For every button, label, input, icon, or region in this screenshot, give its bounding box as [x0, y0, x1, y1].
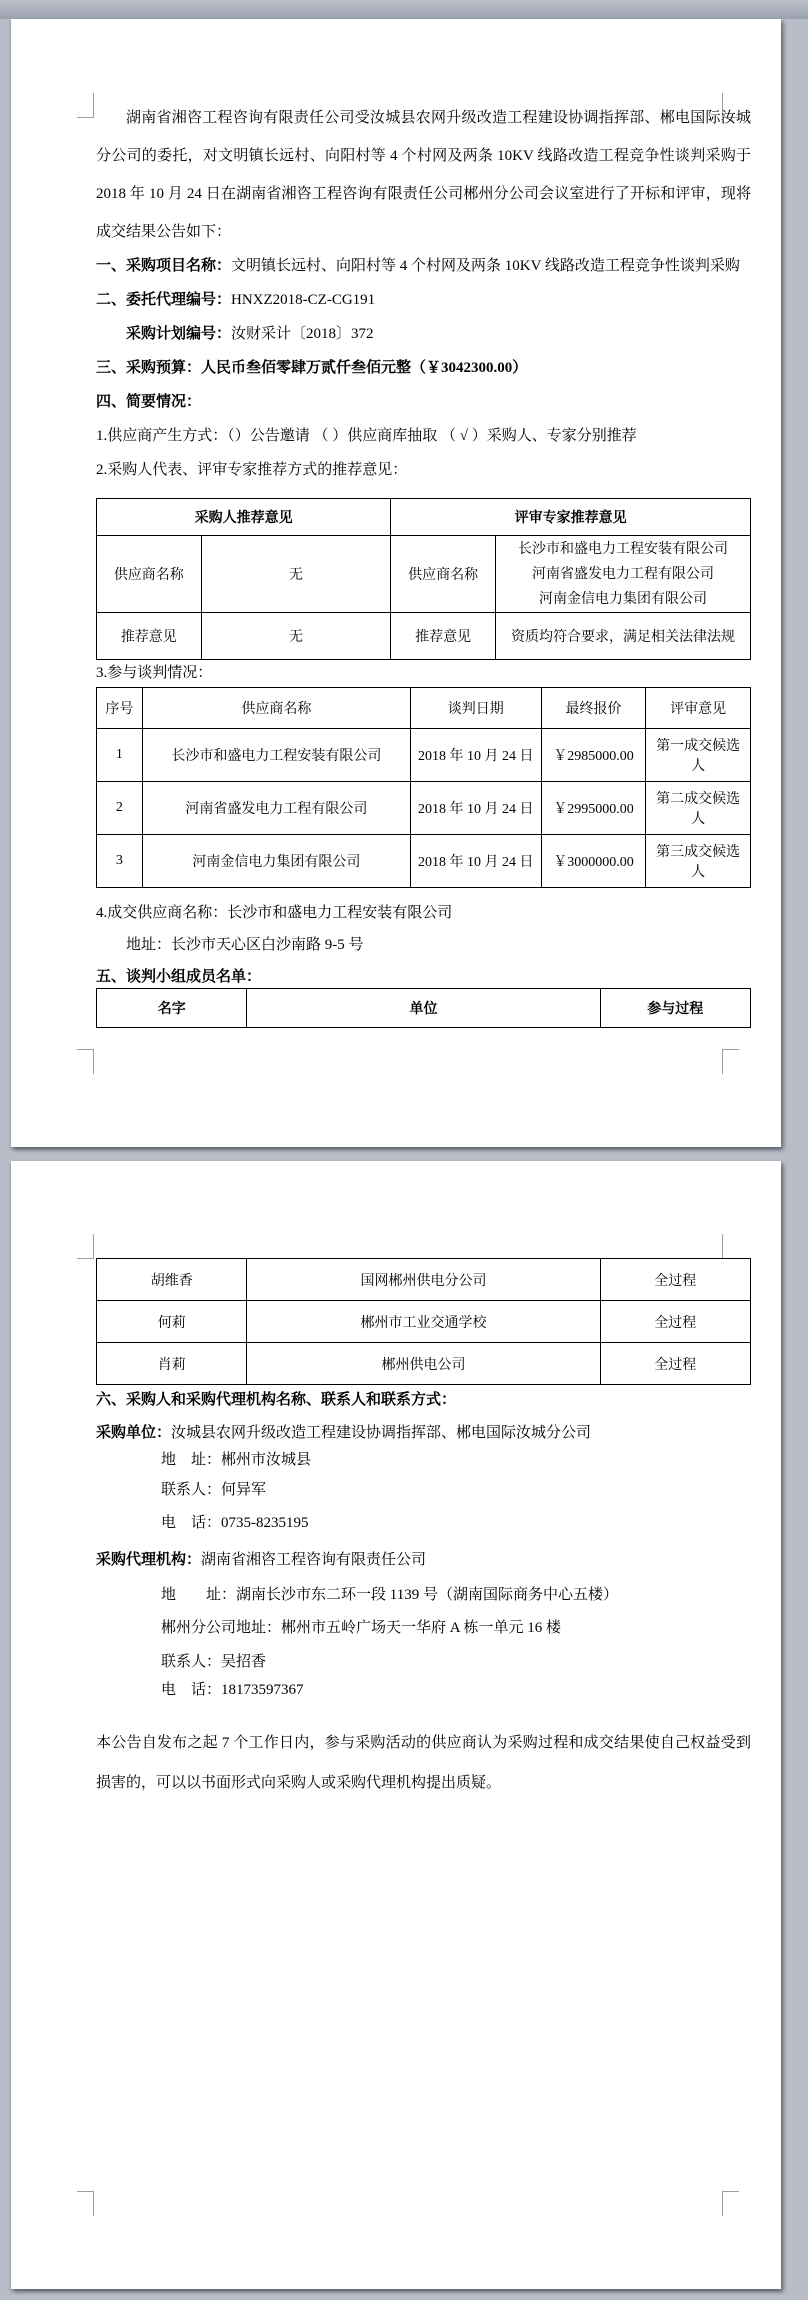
table-cell: 长沙市和盛电力工程安装有限公司: [142, 729, 410, 782]
agency-contact: 联系人：吴招香: [161, 1654, 267, 1670]
table-row: [97, 1343, 751, 1385]
table-cell: 供应商名称: [391, 536, 496, 613]
table-header-cell: 名字: [97, 989, 247, 1028]
table-cell: 第二成交候选人: [646, 782, 751, 835]
table-header-row: [97, 688, 751, 729]
table-cell: 胡维香: [97, 1259, 247, 1301]
section-value: HNXZ2018-CZ-CG191: [231, 292, 376, 308]
table-header-cell: 评审专家推荐意见: [391, 499, 751, 536]
margin-mark-top-left: [77, 93, 94, 118]
section-panel-heading: 五、谈判小组成员名单：: [96, 969, 262, 985]
margin-mark-bottom-left: [77, 1049, 94, 1074]
section-label: 一、采购项目名称：: [96, 258, 232, 274]
section-agency-number: [96, 290, 751, 311]
table-header-cell: 评审意见: [646, 688, 751, 729]
agency-phone: 电 话：18173597367: [161, 1682, 304, 1698]
section-label: 采购计划编号：: [126, 326, 232, 342]
brief-item-supplier-source: 1.供应商产生方式：（）公告邀请 （ ）供应商库抽取 （ √ ）采购人、专家分别推荐: [96, 428, 637, 444]
table-row: [97, 1259, 751, 1301]
table-cell: 2018 年 10 月 24 日: [410, 729, 541, 782]
purchaser-contact: 联系人：何异军: [161, 1482, 267, 1498]
brief-item-recommendation: 2.采购人代表、评审专家推荐方式的推荐意见：: [96, 462, 408, 478]
table-cell: 第三成交候选人: [646, 835, 751, 888]
section-label: 二、委托代理编号：: [96, 292, 232, 308]
purchaser-label: 采购单位：: [96, 1425, 172, 1441]
purchaser-phone: 电 话：0735-8235195: [161, 1515, 309, 1531]
table-row: [97, 536, 751, 613]
table-cell: 无: [201, 613, 391, 660]
table-header-row: [97, 499, 751, 536]
table-cell: 全过程: [600, 1259, 750, 1301]
table-header-cell: 参与过程: [600, 989, 750, 1028]
supplier-name-line: 河南省盛发电力工程有限公司: [531, 566, 714, 582]
purchaser-name: 汝城县农网升级改造工程建设协调指挥部、郴电国际汝城分公司: [171, 1425, 592, 1441]
supplier-name-line: 河南金信电力集团有限公司: [538, 591, 707, 607]
table-header-cell: 谈判日期: [410, 688, 541, 729]
table-cell: 推荐意见: [97, 613, 202, 660]
table-header-row: [97, 989, 751, 1028]
table-row: [97, 782, 751, 835]
table-cell: 肖莉: [97, 1343, 247, 1385]
table-cell: 郴州市工业交通学校: [247, 1301, 600, 1343]
table-cell: 郴州供电公司: [247, 1343, 600, 1385]
section-plan-number: [96, 324, 751, 345]
section-value: 文明镇长远村、向阳村等 4 个村网及两条 10KV 线路改造工程竞争性谈判采购: [231, 258, 740, 274]
table-cell: 1: [97, 729, 143, 782]
recommendation-table: [96, 498, 751, 660]
table-cell: 第一成交候选人: [646, 729, 751, 782]
table-cell: 何莉: [97, 1301, 247, 1343]
document-page-2: [11, 1161, 781, 2289]
purchaser-line: [96, 1423, 751, 1444]
agency-branch-address: 郴州分公司地址：郴州市五岭广场天一华府 A 栋一单元 16 楼: [161, 1620, 562, 1636]
winner-address: 地址：长沙市天心区白沙南路 9-5 号: [126, 937, 364, 953]
panel-header-table: [96, 988, 751, 1028]
section-value: 汝财采计〔2018〕372: [231, 326, 374, 342]
table-cell: 2018 年 10 月 24 日: [410, 835, 541, 888]
table-header-cell: 采购人推荐意见: [97, 499, 391, 536]
supplier-name-line: 长沙市和盛电力工程安装有限公司: [517, 541, 728, 557]
margin-mark-bottom-left: [77, 2191, 94, 2216]
table-header-cell: 供应商名称: [142, 688, 410, 729]
table-cell: 供应商名称: [97, 536, 202, 613]
section-budget: 三、采购预算：人民币叁佰零肆万贰仟叁佰元整（￥3042300.00）: [96, 360, 528, 376]
table-cell: 河南省盛发电力工程有限公司: [142, 782, 410, 835]
agency-name: 湖南省湘咨工程咨询有限责任公司: [201, 1552, 427, 1568]
table-cell: ￥2995000.00: [541, 782, 646, 835]
closing-paragraph: 本公告自发布之起 7 个工作日内，参与采购活动的供应商认为采购过程和成交结果使自己权益受到损害的，可以以书面形式向采购人或采购代理机构提出质疑。: [96, 1735, 751, 1791]
table-cell: 3: [97, 835, 143, 888]
section-contacts-heading: 六、采购人和采购代理机构名称、联系人和联系方式：: [96, 1392, 457, 1408]
table-row: [97, 613, 751, 660]
table-cell: 国网郴州供电分公司: [247, 1259, 600, 1301]
table-cell: [495, 536, 750, 613]
document-page-1: [11, 19, 781, 1147]
table-cell: 资质均符合要求，满足相关法律法规: [495, 613, 750, 660]
brief-item-negotiation: 3.参与谈判情况：: [96, 665, 213, 681]
purchaser-address: 地 址：郴州市汝城县: [161, 1452, 312, 1468]
table-header-cell: 最终报价: [541, 688, 646, 729]
agency-label: 采购代理机构：: [96, 1552, 202, 1568]
negotiation-table: [96, 687, 751, 888]
agency-line: [96, 1550, 751, 1571]
table-header-cell: 序号: [97, 688, 143, 729]
table-row: [97, 1301, 751, 1343]
section-project-name: [96, 256, 751, 277]
table-cell: 2: [97, 782, 143, 835]
window-top-shadow: [0, 0, 808, 19]
table-row: [97, 729, 751, 782]
margin-mark-top-left: [77, 1234, 94, 1259]
section-brief-heading: 四、简要情况：: [96, 394, 202, 410]
agency-address: 地 址：湖南长沙市东二环一段 1139 号（湖南国际商务中心五楼）: [161, 1587, 618, 1603]
brief-item-winner: 4.成交供应商名称：长沙市和盛电力工程安装有限公司: [96, 905, 453, 921]
intro-paragraph: 湖南省湘咨工程咨询有限责任公司受汝城县农网升级改造工程建设协调指挥部、郴电国际汝城分公司的委托，对文明镇长远村、向阳村等 4 个村网及两条 10KV 线路改造工程竞争性谈判采购于 2018 年 10 月 24 日在湖南省湘咨工程咨询有限责任公司郴州分公司会议室进行了开标和评审，现将成交结果公告如下：: [96, 110, 751, 240]
table-cell: 全过程: [600, 1301, 750, 1343]
table-cell: 推荐意见: [391, 613, 496, 660]
table-cell: 河南金信电力集团有限公司: [142, 835, 410, 888]
table-cell: 无: [201, 536, 391, 613]
table-cell: 全过程: [600, 1343, 750, 1385]
table-row: [97, 835, 751, 888]
table-header-cell: 单位: [247, 989, 600, 1028]
panel-members-table: [96, 1258, 751, 1385]
table-cell: ￥2985000.00: [541, 729, 646, 782]
table-cell: ￥3000000.00: [541, 835, 646, 888]
table-cell: 2018 年 10 月 24 日: [410, 782, 541, 835]
